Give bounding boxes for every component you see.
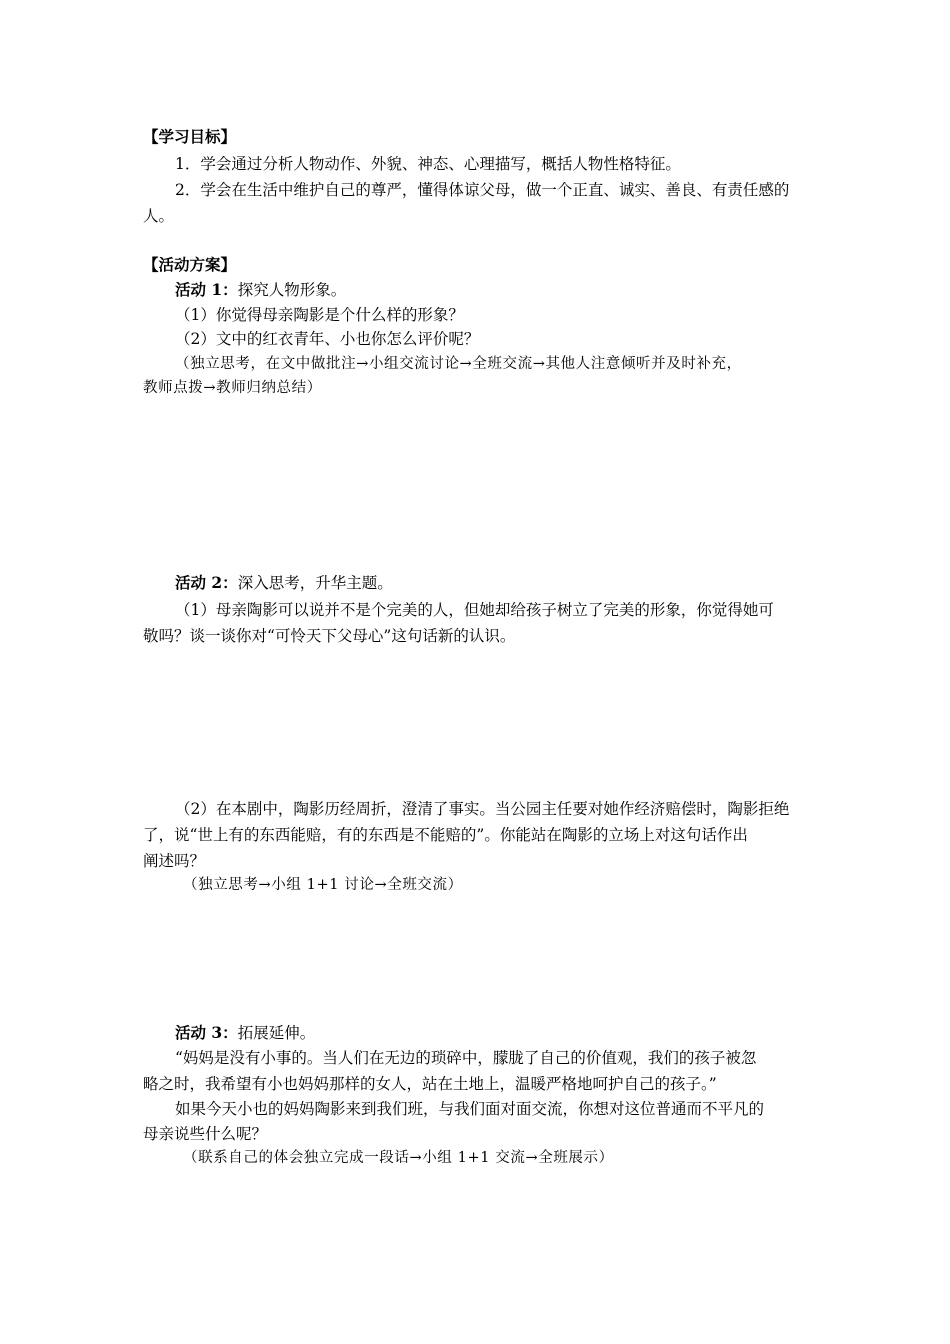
goal-item-1: 1．学会通过分析人物动作、外貌、神态、心理描写，概括人物性格特征。: [175, 155, 681, 173]
activity-2-question-2-line-1: （2）在本剧中，陶影历经周折，澄清了事实。当公园主任要对她作经济赔偿时，陶影拒绝: [175, 800, 790, 818]
activity-2-title: 深入思考，升华主题。: [237, 574, 393, 592]
activity-2-note: （独立思考→小组 1+1 讨论→全班交流）: [183, 877, 463, 893]
activity-3-paragraph-line-2: 母亲说些什么呢？: [143, 1125, 268, 1143]
activity-2-question-2-line-3: 阐述吗？: [143, 852, 206, 870]
activity-3-paragraph-line-1: 如果今天小也的妈妈陶影来到我们班，与我们面对面交流，你想对这位普通而不平凡的: [175, 1100, 765, 1118]
activity-1-line: [175, 280, 346, 300]
activity-1-note-line-2: 教师点拨→教师归纳总结）: [143, 380, 322, 396]
activity-3-quote-line-2: 略之时，我希望有小也妈妈那样的女人，站在土地上，温暖严格地呵护自己的孩子。”: [143, 1075, 717, 1093]
activity-3-note: （联系自己的体会独立完成一段话→小组 1+1 交流→全班展示）: [183, 1150, 614, 1166]
activity-1-title: 探究人物形象。: [237, 281, 347, 299]
activity-3-quote-line-1: “妈妈是没有小事的。当人们在无边的琐碎中，朦胧了自己的价值观，我们的孩子被忽: [175, 1049, 757, 1067]
activity-2-question-1-line-1: （1）母亲陶影可以说并不是个完美的人，但她却给孩子树立了完美的形象，你觉得她可: [175, 601, 774, 619]
activity-2-label: 活动 2：: [175, 573, 238, 592]
activity-2-question-2-line-2: 了，说“世上有的东西能赔，有的东西是不能赔的”。你能站在陶影的立场上对这句话作出: [143, 826, 748, 844]
activity-1-question-2: （2）文中的红衣青年、小也你怎么评价呢？: [175, 330, 480, 348]
activity-1-question-1: （1）你觉得母亲陶影是个什么样的形象？: [175, 306, 464, 324]
activity-2-question-1-line-2: 敬吗？谈一谈你对“可怜天下父母心”这句话新的认识。: [143, 627, 516, 645]
activity-3-title: 拓展延伸。: [237, 1024, 316, 1042]
activity-2-line: [175, 573, 393, 593]
goal-item-2-line-1: 2．学会在生活中维护自己的尊严，懂得体谅父母，做一个正直、诚实、善良、有责任感的: [175, 181, 790, 199]
activity-3-label: 活动 3：: [175, 1023, 238, 1042]
activity-plan-heading: 【活动方案】: [143, 255, 237, 274]
goal-item-2-line-2: 人。: [143, 207, 175, 225]
activity-1-note-line-1: （独立思考，在文中做批注→小组交流讨论→全班交流→其他人注意倾听并及时补充，: [175, 356, 742, 372]
learning-goals-heading: 【学习目标】: [143, 127, 237, 146]
activity-3-line: [175, 1023, 315, 1043]
activity-1-label: 活动 1：: [175, 280, 238, 299]
